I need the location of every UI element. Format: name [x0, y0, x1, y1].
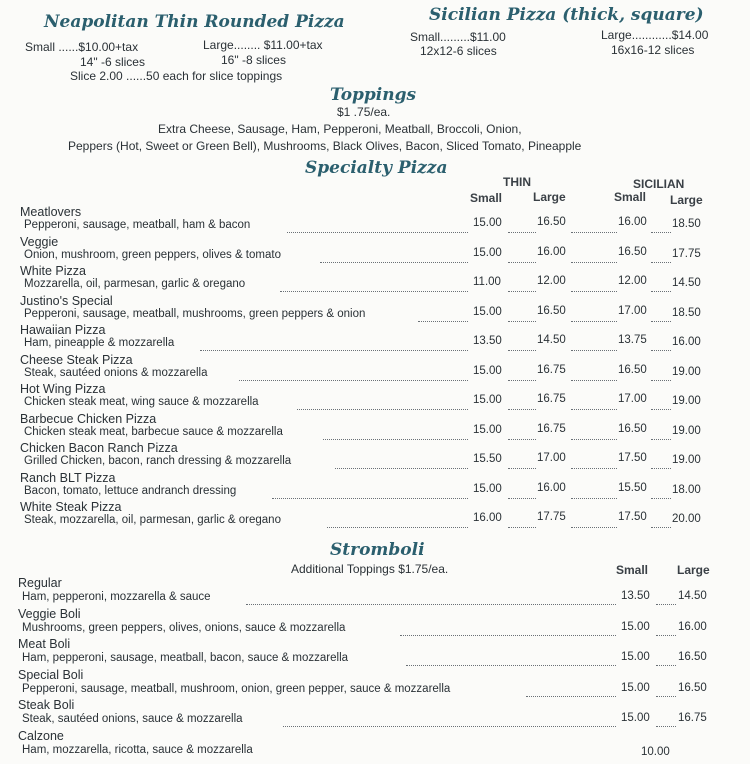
thin-large-price: 14.50: [537, 334, 566, 346]
sicilian-small-price: 15.50: [618, 481, 647, 494]
dot-leader: [287, 232, 468, 233]
menu-item-description: Ham, mozzarella, ricotta, sauce & mozzarella: [22, 743, 253, 756]
dot-leader: [239, 380, 468, 381]
dot-leader: [651, 527, 671, 528]
thin-large-price: 16.00: [537, 245, 566, 258]
stromboli-small-price: 15.00: [621, 651, 650, 663]
menu-item-name: Veggie Boli: [18, 606, 81, 621]
dot-leader: [651, 409, 671, 410]
column-header-sicilian-large: Large: [670, 193, 703, 207]
sicilian-small-price: 17.50: [618, 511, 647, 523]
dot-leader: [508, 350, 536, 351]
dot-leader: [283, 726, 616, 727]
neapolitan-large-price: Large........ $11.00+tax: [203, 38, 323, 52]
neapolitan-small-size: 14" -6 slices: [80, 55, 145, 69]
sicilian-small-price: 17.00: [618, 393, 647, 405]
sicilian-large-price: 19.00: [672, 395, 701, 407]
dot-leader: [656, 726, 676, 727]
thin-small-price: 15.50: [473, 453, 502, 465]
dot-leader: [651, 262, 671, 263]
thin-small-price: 16.00: [473, 512, 502, 524]
thin-small-price: 15.00: [473, 305, 502, 318]
dot-leader: [418, 321, 468, 322]
dot-leader: [327, 527, 468, 528]
thin-large-price: 16.50: [537, 216, 566, 228]
menu-item-name: Justino's Special: [20, 293, 113, 308]
menu-item-name: Cheese Steak Pizza: [20, 352, 133, 367]
stromboli-small-price: 15.00: [621, 712, 650, 724]
dot-leader: [508, 291, 536, 292]
menu-item-name: Special Boli: [18, 667, 84, 682]
menu-item-name: Calzone: [18, 728, 64, 743]
thin-small-price: 15.00: [473, 482, 502, 495]
sicilian-small-price: 17.50: [618, 452, 647, 464]
dot-leader: [297, 409, 468, 410]
dot-leader: [272, 498, 468, 499]
dot-leader: [508, 409, 536, 410]
stromboli-small-price: 10.00: [641, 745, 670, 758]
stromboli-column-large: Large: [677, 563, 710, 577]
column-header-sicilian: SICILIAN: [633, 177, 685, 191]
neapolitan-large-size: 16" -8 slices: [221, 53, 286, 67]
specialty-title: Specialty Pizza: [305, 158, 448, 178]
menu-item-description: Grilled Chicken, bacon, ranch dressing & mozzarella: [24, 455, 292, 467]
dot-leader: [200, 350, 468, 351]
menu-item-description: Steak, mozzarella, oil, parmesan, garlic & oregano: [24, 514, 281, 526]
thin-small-price: 15.00: [473, 364, 502, 377]
dot-leader: [323, 439, 468, 440]
sicilian-large-price: 17.75: [672, 247, 701, 260]
dot-leader: [508, 468, 536, 469]
dot-leader: [651, 468, 671, 469]
menu-item-name: Hawaiian Pizza: [20, 323, 106, 337]
menu-item-description: Ham, pineapple & mozzarella: [24, 337, 175, 349]
menu-item-description: Ham, pepperoni, sausage, meatball, bacon, sauce & mozzarella: [22, 652, 349, 664]
sicilian-large-price: 19.00: [672, 424, 701, 437]
sicilian-large-price: Large............$14.00: [601, 28, 709, 42]
sicilian-large-price: 18.50: [672, 218, 701, 230]
sicilian-large-price: 19.00: [672, 365, 701, 378]
thin-small-price: 15.00: [473, 246, 502, 259]
menu-item-description: Bacon, tomato, lettuce andranch dressing: [24, 484, 237, 497]
dot-leader: [508, 498, 536, 499]
thin-large-price: 12.00: [537, 275, 566, 287]
menu-item-name: Hot Wing Pizza: [20, 382, 106, 396]
sicilian-title: Sicilian Pizza (thick, square): [429, 5, 704, 25]
sicilian-small-size: 12x12-6 slices: [420, 44, 497, 58]
toppings-title: Toppings: [330, 85, 417, 105]
sicilian-small-price: 17.00: [618, 304, 647, 317]
dot-leader: [406, 665, 616, 666]
toppings-list-line2: Peppers (Hot, Sweet or Green Bell), Mushrooms, Black Olives, Bacon, Sliced Tomato, Pineapple: [68, 139, 582, 153]
dot-leader: [651, 380, 671, 381]
menu-item-description: Pepperoni, sausage, meatball, ham & bacon: [24, 219, 251, 231]
menu-item-name: Steak Boli: [18, 698, 75, 712]
sicilian-small-price: Small.........$11.00: [410, 30, 506, 44]
sicilian-small-price: 16.50: [618, 422, 647, 435]
dot-leader: [335, 468, 468, 469]
menu-item-name: Meatlovers: [20, 205, 82, 219]
menu-item-description: Onion, mushroom, green peppers, olives & tomato: [24, 248, 281, 261]
dot-leader: [656, 665, 676, 666]
dot-leader: [508, 439, 536, 440]
thin-small-price: 13.50: [473, 335, 502, 347]
dot-leader: [526, 696, 616, 697]
sicilian-small-price: 12.00: [618, 275, 647, 287]
stromboli-small-price: 15.00: [621, 681, 650, 694]
thin-large-price: 16.75: [537, 422, 566, 435]
dot-leader: [571, 439, 617, 440]
dot-leader: [571, 380, 617, 381]
sicilian-large-price: 20.00: [672, 513, 701, 525]
neapolitan-slice-price: Slice 2.00 ......50 each for slice toppings: [70, 69, 283, 83]
dot-leader: [246, 604, 616, 605]
sicilian-large-size: 16x16-12 slices: [611, 43, 695, 57]
dot-leader: [571, 321, 617, 322]
thin-large-price: 16.75: [537, 393, 566, 405]
thin-small-price: 15.00: [473, 217, 502, 229]
menu-item-description: Pepperoni, sausage, meatball, mushroom, onion, green pepper, sauce & mozzarella: [22, 682, 451, 695]
dot-leader: [508, 262, 536, 263]
toppings-price: $1 .75/ea.: [337, 105, 391, 119]
thin-large-price: 17.00: [537, 452, 566, 464]
sicilian-large-price: 14.50: [672, 277, 701, 289]
menu-item-description: Mozzarella, oil, parmesan, garlic & oregano: [24, 278, 246, 290]
sicilian-large-price: 19.00: [672, 454, 701, 466]
menu-item-description: Ham, pepperoni, mozzarella & sauce: [22, 591, 211, 603]
dot-leader: [651, 350, 671, 351]
dot-leader: [571, 232, 617, 233]
menu-item-description: Chicken steak meat, barbecue sauce & mozzarella: [24, 425, 283, 438]
dot-leader: [571, 291, 617, 292]
menu-item-name: Regular: [18, 576, 62, 590]
dot-leader: [651, 321, 671, 322]
stromboli-large-price: 16.75: [678, 712, 707, 724]
menu-item-description: Mushrooms, green peppers, olives, onions, sauce & mozzarella: [22, 621, 346, 634]
stromboli-subtitle: Additional Toppings $1.75/ea.: [291, 562, 449, 576]
sicilian-large-price: 16.00: [672, 336, 701, 348]
thin-small-price: 15.00: [473, 394, 502, 406]
dot-leader: [656, 635, 676, 636]
thin-large-price: 16.75: [537, 363, 566, 376]
stromboli-large-price: 14.50: [678, 590, 707, 602]
thin-large-price: 16.50: [537, 304, 566, 317]
thin-large-price: 17.75: [537, 511, 566, 523]
neapolitan-small-price: Small ......$10.00+tax: [25, 40, 139, 54]
dot-leader: [320, 262, 468, 263]
dot-leader: [656, 696, 676, 697]
sicilian-small-price: 16.50: [618, 363, 647, 376]
menu-item-description: Chicken steak meat, wing sauce & mozzarella: [24, 396, 259, 408]
neapolitan-title: Neapolitan Thin Rounded Pizza: [44, 12, 345, 32]
dot-leader: [508, 527, 536, 528]
dot-leader: [656, 604, 676, 605]
menu-item-description: Pepperoni, sausage, meatball, mushrooms, green peppers & onion: [24, 307, 366, 320]
column-header-thin-large: Large: [533, 190, 566, 204]
dot-leader: [571, 409, 617, 410]
thin-small-price: 11.00: [473, 276, 501, 288]
dot-leader: [571, 262, 617, 263]
thin-small-price: 15.00: [473, 423, 502, 436]
menu-item-name: White Steak Pizza: [20, 500, 122, 514]
stromboli-title: Stromboli: [330, 540, 425, 560]
menu-item-name: Barbecue Chicken Pizza: [20, 411, 157, 426]
dot-leader: [571, 498, 617, 499]
menu-item-name: White Pizza: [20, 264, 86, 278]
dot-leader: [651, 439, 671, 440]
dot-leader: [571, 350, 617, 351]
dot-leader: [280, 291, 468, 292]
sicilian-large-price: 18.50: [672, 306, 701, 319]
sicilian-small-price: 16.50: [618, 245, 647, 258]
stromboli-column-small: Small: [616, 563, 649, 577]
dot-leader: [508, 232, 536, 233]
stromboli-large-price: 16.50: [678, 651, 707, 663]
dot-leader: [651, 291, 671, 292]
menu-item-name: Chicken Bacon Ranch Pizza: [20, 441, 178, 455]
stromboli-large-price: 16.50: [678, 681, 707, 694]
stromboli-small-price: 13.50: [621, 590, 650, 602]
sicilian-large-price: 18.00: [672, 483, 701, 496]
sicilian-small-price: 16.00: [618, 216, 647, 228]
stromboli-large-price: 16.00: [678, 620, 707, 633]
menu-item-name: Meat Boli: [18, 637, 71, 651]
menu-item-name: Veggie: [20, 234, 59, 249]
column-header-sicilian-small: Small: [614, 190, 647, 204]
menu-item-description: Steak, sautéed onions, sauce & mozzarella: [22, 713, 243, 725]
dot-leader: [508, 380, 536, 381]
column-header-thin-small: Small: [470, 191, 503, 205]
thin-large-price: 16.00: [537, 481, 566, 494]
dot-leader: [651, 232, 671, 233]
dot-leader: [571, 527, 617, 528]
dot-leader: [651, 498, 671, 499]
dot-leader: [400, 635, 616, 636]
stromboli-small-price: 15.00: [621, 620, 650, 633]
column-header-thin: THIN: [503, 175, 531, 189]
dot-leader: [508, 321, 536, 322]
toppings-list-line1: Extra Cheese, Sausage, Ham, Pepperoni, Meatball, Broccoli, Onion,: [158, 122, 522, 136]
sicilian-small-price: 13.75: [618, 334, 647, 346]
menu-item-description: Steak, sautéed onions & mozzarella: [24, 366, 208, 379]
menu-item-name: Ranch BLT Pizza: [20, 470, 116, 485]
dot-leader: [571, 468, 617, 469]
